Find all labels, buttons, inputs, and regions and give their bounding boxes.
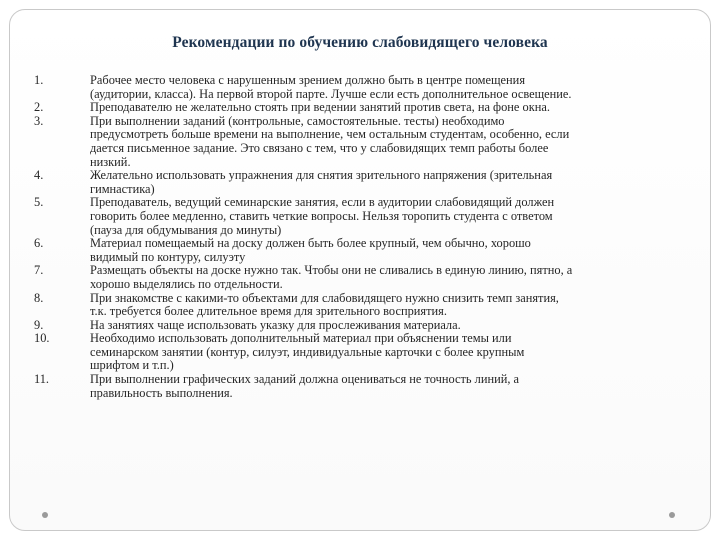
item-text: Желательно использовать упражнения для снятия зрительного напряжения (зрительная гимнастика) [90, 168, 553, 196]
list-item [34, 74, 684, 101]
item-number: 2. [34, 100, 44, 115]
item-text: На занятиях чаще использовать указку для прослеживания материала. [90, 317, 461, 332]
list-item [34, 292, 684, 319]
list-item [34, 237, 684, 264]
list-item [34, 319, 684, 333]
item-text: При выполнении заданий (контрольные, самостоятельные. тесты) необходимо предусмотреть больше времени на выполнение, чем остальным студентам, особенно, если дается письменное задание. Это связано с тем, что у слабовидящих темп работы более низкий. [90, 113, 570, 169]
item-number: 10. [34, 331, 50, 346]
decorative-dot-right [669, 512, 675, 518]
recommendations-list [34, 74, 684, 400]
item-number: 6. [34, 236, 44, 251]
item-number: 7. [34, 263, 44, 278]
item-text: Размещать объекты на доске нужно так. Чтобы они не сливались в единую линию, пятно, а хорошо выделялись по отдельности. [90, 263, 573, 291]
item-number: 3. [34, 113, 44, 128]
item-text: Преподаватель, ведущий семинарские занятия, если в аудитории слабовидящий должен говорить более медленно, ставить четкие вопросы. Нельзя торопить студента с ответом (пауза для обдумывания до минуты) [90, 195, 555, 237]
item-text: При выполнении графических заданий должна оцениваться не точность линий, а правильность выполнения. [90, 372, 520, 400]
item-text: Рабочее место человека с нарушенным зрением должно быть в центре помещения (аудитории, класса). На первой второй парте. Лучше если есть дополнительное освещение. [90, 73, 572, 101]
item-number: 5. [34, 195, 44, 210]
item-text: Необходимо использовать дополнительный материал при объяснении темы или семинарском занятии (контур, силуэт, индивидуальные карточки с более крупным шрифтом и т.п.) [90, 331, 525, 373]
list-item [34, 332, 684, 373]
item-text: Преподавателю не желательно стоять при ведении занятий против света, на фоне окна. [90, 100, 550, 115]
item-number: 11. [34, 372, 50, 387]
list-item [34, 264, 684, 291]
item-number: 4. [34, 168, 44, 183]
list-item [34, 101, 684, 115]
list-item [34, 196, 684, 237]
item-number: 9. [34, 317, 44, 332]
item-text: При знакомстве с какими-то объектами для слабовидящего нужно снизить темп занятия, т.к. требуется более длительное время для зрительного восприятия. [90, 290, 559, 319]
decorative-dot-left [42, 512, 48, 518]
list-item [34, 373, 684, 400]
item-number: 8. [34, 290, 44, 305]
item-number: 1. [34, 73, 44, 87]
list-item [34, 169, 684, 196]
item-text: Материал помещаемый на доску должен быть более крупный, чем обычно, хорошо видимый по контуру, силуэту [90, 236, 531, 264]
list-item [34, 115, 684, 169]
slide-title: Рекомендации по обучению слабовидящего человека [172, 34, 548, 51]
